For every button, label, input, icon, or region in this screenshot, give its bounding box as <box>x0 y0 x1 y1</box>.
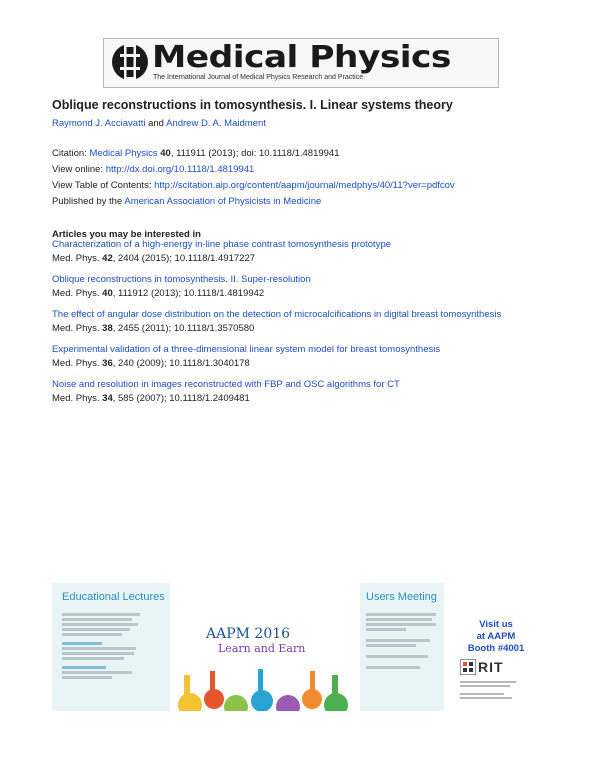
citation-volume: 40 <box>160 148 171 159</box>
ad-visit-panel <box>444 583 548 711</box>
related-article-citation: Med. Phys. 40, 111912 (2013); 10.1118/1.4819942 <box>52 288 265 299</box>
aapm-logo <box>110 42 150 82</box>
citation-details: , 111911 (2013); doi: 10.1118/1.4819941 <box>170 148 340 159</box>
ad-users-heading: Users Meeting <box>366 591 437 603</box>
published-line <box>52 196 321 207</box>
ad-visit-line: Visit us <box>479 619 513 630</box>
author-conjunction: and <box>148 118 164 129</box>
related-article-link[interactable]: Experimental validation of a three-dimensional linear system model for breast tomosynthesis <box>52 344 441 355</box>
rit-logo-text: RIT <box>478 659 504 675</box>
related-article-citation: Med. Phys. 34, 585 (2007); 10.1118/1.2409481 <box>52 393 250 404</box>
ad-educational-panel <box>52 583 170 711</box>
article-title: Oblique reconstructions in tomosynthesis. I. Linear systems theory <box>52 98 453 112</box>
toc-link[interactable]: http://scitation.aip.org/content/aapm/journal/medphys/40/11?ver=pdfcov <box>154 180 455 191</box>
ad-visit-line: Booth #4001 <box>467 643 525 654</box>
related-article-citation: Med. Phys. 38, 2455 (2011); 10.1118/1.3570580 <box>52 323 255 334</box>
related-article-link[interactable]: Characterization of a high-energy in-line phase contrast tomosynthesis prototype <box>52 239 392 250</box>
view-online-line <box>52 164 254 175</box>
related-article-link[interactable]: Noise and resolution in images reconstructed with FBP and OSC algorithms for CT <box>52 379 400 390</box>
ad-learn-earn: Learn and Earn <box>218 642 306 655</box>
journal-tagline: The International Journal of Medical Physics Research and Practice <box>153 74 364 81</box>
published-label: Published by the <box>52 196 123 207</box>
citation-journal-link[interactable]: Medical Physics <box>89 148 158 159</box>
toc-label: View Table of Contents: <box>52 180 152 191</box>
publisher-link[interactable]: American Association of Physicists in Medicine <box>124 196 322 207</box>
ad-users-panel <box>360 583 444 711</box>
view-online-link[interactable]: http://dx.doi.org/10.1118/1.4819941 <box>105 164 255 175</box>
ad-aapm-2016: AAPM 2016 <box>206 626 291 642</box>
journal-name: Medical Physics <box>152 40 451 75</box>
ad-placeholder-text <box>62 611 142 681</box>
ad-placeholder-text <box>460 679 520 701</box>
ad-visit-line: at AAPM <box>476 631 516 642</box>
rit-logo-icon <box>460 659 476 675</box>
author-link[interactable]: Andrew D. A. Maidment <box>166 118 266 129</box>
ad-educational-heading: Educational Lectures <box>62 591 165 603</box>
author-line <box>52 118 266 129</box>
related-article-citation: Med. Phys. 42, 2404 (2015); 10.1118/1.4917227 <box>52 253 256 264</box>
related-article-link[interactable]: The effect of angular dose distribution on the detection of microcalcifications in digital breast tomosynthesis <box>52 309 502 320</box>
toc-line <box>52 180 455 191</box>
citation-label: Citation: <box>52 148 87 159</box>
citation-line <box>52 148 340 159</box>
related-article-citation: Med. Phys. 36, 240 (2009); 10.1118/1.3040178 <box>52 358 250 369</box>
view-online-label: View online: <box>52 164 104 175</box>
author-link[interactable]: Raymond J. Acciavatti <box>52 118 146 129</box>
related-article-link[interactable]: Oblique reconstructions in tomosynthesis. II. Super-resolution <box>52 274 311 285</box>
related-heading: Articles you may be interested in <box>52 229 201 240</box>
ad-placeholder-text <box>366 611 438 671</box>
